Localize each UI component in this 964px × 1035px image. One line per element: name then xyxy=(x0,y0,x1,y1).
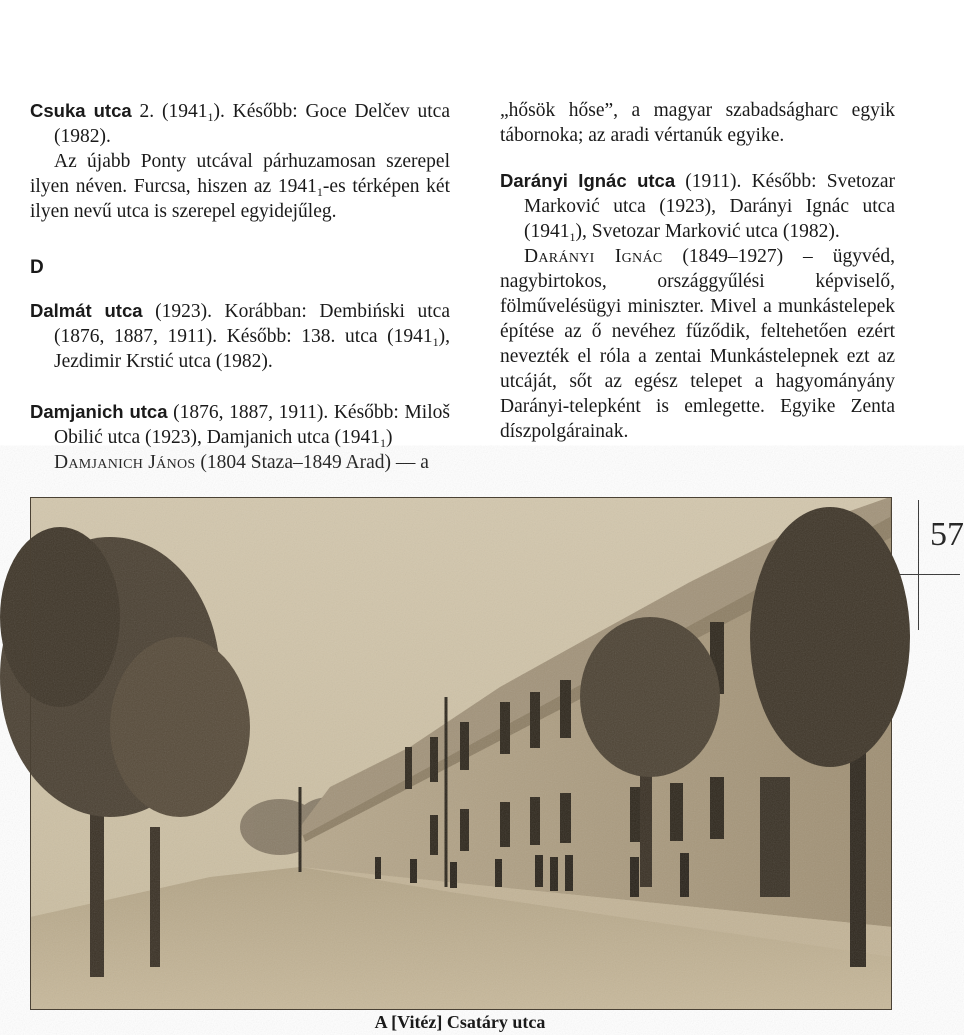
person-text: (1849–1927) – ügyvéd, nagybirtokos, országgyűlési képviselő, fölművelésügyi miniszter. Mivel a munkástelepek építése az ő nevéhez fűződik, feltehetően ezért nevezték el róla a zentai Munkástelepnek ezt az utcáját, sőt az egész telepet a hagyományány Darányi-telepként is emlegette. Egyike Zenta díszpolgárainak. xyxy=(500,246,895,442)
entry-note xyxy=(30,149,450,224)
entry-person xyxy=(30,450,450,475)
right-column xyxy=(500,98,895,444)
entry-head: Damjanich utca xyxy=(30,401,168,422)
entry-text: ). Később: Goce Delčev utca (1982). xyxy=(54,101,450,147)
person-text: (1804 Staza–1849 Arad) — a xyxy=(195,452,429,473)
note-text: -es térképen két ilyen nevű utca is szerepel egyidejűleg. xyxy=(30,176,451,222)
entry-damjanich-utca xyxy=(30,399,450,450)
entry-text: 2. (1941 xyxy=(131,101,208,122)
page-marker-horizontal-rule xyxy=(900,574,960,575)
subscript: 1 xyxy=(316,185,323,199)
entry-text: (1876, 1887, 1911). Később: Miloš Obilić utca (1923), Damjanich utca (1941 xyxy=(54,402,450,448)
entry-person xyxy=(500,244,895,444)
entry-head: Darányi Ignác utca xyxy=(500,170,676,191)
person-name: Damjanich János xyxy=(54,452,196,473)
photo-caption: A [Vitéz] Csatáry utca xyxy=(374,1012,546,1032)
page-marker-vertical-rule xyxy=(918,500,919,630)
subscript: 1 xyxy=(207,110,214,124)
entry-continuation: „hősök hőse”, a magyar szabadságharc egyik tábornoka; az aradi vértanúk egyike. xyxy=(500,100,895,146)
entry-head: Csuka utca xyxy=(30,100,132,121)
person-name: Darányi Ignác xyxy=(524,246,663,267)
note-text: Az újabb Ponty utcával párhuzamosan szerepel ilyen néven. Furcsa, hiszen az 1941 xyxy=(30,151,450,197)
entry-dalmat-utca xyxy=(30,298,450,374)
entry-csuka-utca xyxy=(30,98,450,149)
street-photograph xyxy=(30,497,892,1010)
subscript: 1 xyxy=(432,335,439,349)
entry-head: Dalmát utca xyxy=(30,300,143,321)
subscript: 1 xyxy=(379,436,386,450)
entry-text: ), Jezdimir Krstić utca (1982). xyxy=(54,326,450,372)
entry-text: ), Svetozar Marković utca (1982). xyxy=(575,221,840,242)
section-letter: D xyxy=(30,257,44,278)
subscript: 1 xyxy=(569,230,576,244)
entry-text: ) xyxy=(385,427,393,448)
entry-text: (1923). Korábban: Dembiński utca (1876, 1887, 1911). Később: 138. utca (1941 xyxy=(54,301,450,347)
entry-daranyi-ignac-utca xyxy=(500,168,895,244)
entry-text: (1911). Később: Svetozar Marković utca (1923), Darányi Ignác utca (1941 xyxy=(524,171,895,242)
left-column xyxy=(30,98,450,475)
page-number: 57 xyxy=(930,516,964,553)
